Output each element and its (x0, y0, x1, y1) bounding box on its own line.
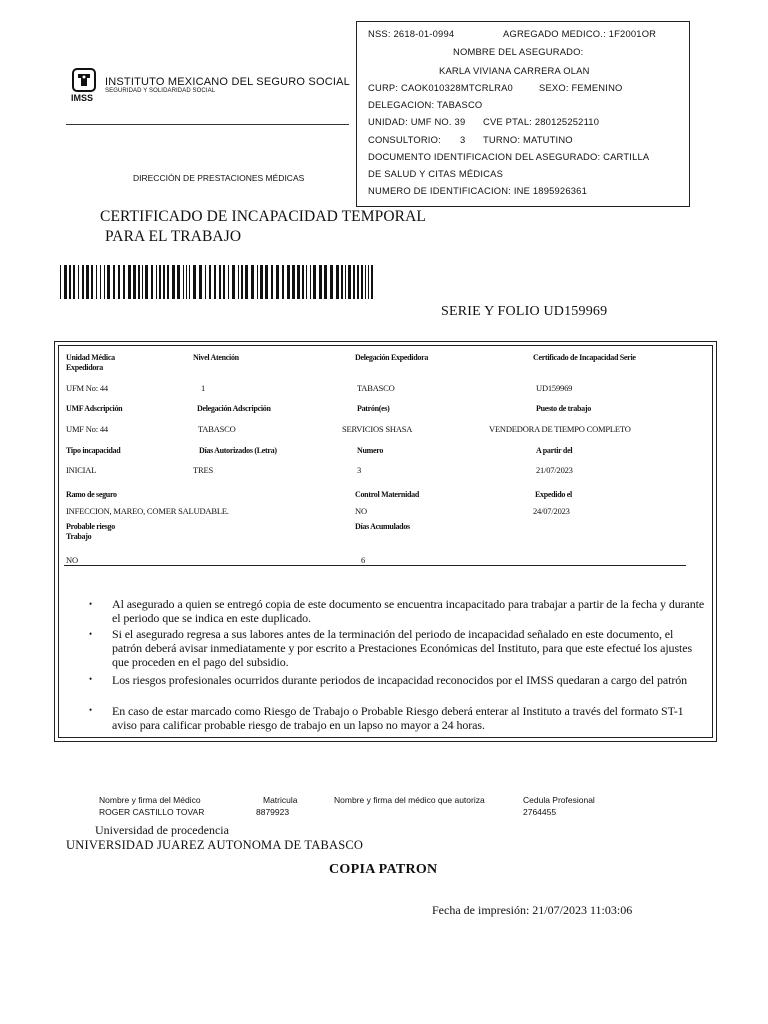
barcode-bar (257, 265, 258, 299)
medico-value: ROGER CASTILLO TOVAR (99, 807, 205, 817)
dias-acumulados-label: Días Acumulados (355, 522, 410, 531)
apartir-label: A partir del (536, 446, 573, 455)
barcode-bar (297, 265, 300, 299)
barcode-bar (276, 265, 279, 299)
barcode-bar (336, 265, 339, 299)
tipo-incapacidad-label: Tipo incapacidad (66, 446, 121, 455)
note-bullet: • (89, 705, 93, 715)
barcode-bar (228, 265, 229, 299)
barcode-bar (287, 265, 290, 299)
barcode-bar (348, 265, 351, 299)
umf-adscripcion-label: UMF Adscripción (66, 404, 123, 413)
consultorio-num: 3 (460, 134, 466, 145)
barcode-bar (357, 265, 359, 299)
expedido-value: 24/07/2023 (533, 506, 570, 516)
org-name: INSTITUTO MEXICANO DEL SEGURO SOCIAL (105, 76, 350, 88)
curp: CURP: CAOK010328MTCRLRA0 (368, 82, 513, 93)
barcode-bar (189, 265, 190, 299)
barcode-bar (118, 265, 120, 299)
barcode-bar (151, 265, 153, 299)
delegacion-expedidora-value: TABASCO (357, 383, 395, 393)
barcode-bar (86, 265, 89, 299)
barcode-bar (177, 265, 180, 299)
barcode-bar (238, 265, 239, 299)
barcode-bar (241, 265, 243, 299)
riesgo-trabajo-label: Probable riesgo Trabajo (66, 522, 115, 541)
consultorio: CONSULTORIO: (368, 134, 441, 145)
barcode-bar (271, 265, 273, 299)
nivel-atencion-label: Nivel Atención (193, 353, 239, 362)
nombre-asegurado: KARLA VIVIANA CARRERA OLAN (439, 65, 590, 76)
barcode-bar (232, 265, 235, 299)
barcode-bar (345, 265, 346, 299)
barcode-bar (353, 265, 355, 299)
barcode-bar (128, 265, 131, 299)
serie-folio: SERIE Y FOLIO UD159969 (441, 304, 608, 319)
barcode-bar (123, 265, 125, 299)
barcode-bar (167, 265, 169, 299)
barcode-bar (324, 265, 327, 299)
barcode-bar (91, 265, 93, 299)
barcode-bar (313, 265, 316, 299)
barcode-bar (145, 265, 148, 299)
barcode-bar (107, 265, 110, 299)
barcode-bar (245, 265, 248, 299)
numero-identificacion: NUMERO DE IDENTIFICACION: INE 1895926361 (368, 185, 588, 196)
barcode-icon (60, 265, 374, 299)
cedula-value: 2764455 (523, 807, 557, 817)
barcode-bar (199, 265, 202, 299)
note-bullet: • (89, 674, 93, 684)
barcode-bar (302, 265, 304, 299)
barcode-bar (60, 265, 61, 299)
delegacion: DELEGACION: TABASCO (368, 99, 483, 110)
barcode-bar (183, 265, 184, 299)
cve-ptal: CVE PTAL: 280125252110 (483, 116, 600, 127)
turno: TURNO: MATUTINO (483, 134, 573, 145)
note-bullet: • (89, 599, 93, 609)
table-divider (64, 565, 686, 566)
barcode-bar (159, 265, 161, 299)
imss-logo-icon (70, 68, 100, 104)
agregado-medico: AGREGADO MEDICO.: 1F2001OR (503, 28, 657, 39)
barcode-bar (341, 265, 343, 299)
matricula-label: Matricula (263, 795, 298, 805)
barcode-bar (330, 265, 333, 299)
barcode-bar (209, 265, 211, 299)
nombre-label: NOMBRE DEL ASEGURADO: (453, 46, 584, 57)
barcode-bar (156, 265, 157, 299)
expedido-label: Expedido el (535, 490, 572, 499)
unidad-medica-label: Unidad Médica Expedidora (66, 353, 115, 372)
dias-autorizados-label: Días Autorizados (Letra) (199, 446, 277, 455)
barcode-bar (193, 265, 196, 299)
barcode-bar (100, 265, 101, 299)
barcode-bar (306, 265, 307, 299)
control-maternidad-value: NO (355, 506, 367, 516)
fecha-impresion: Fecha de impresión: 21/07/2023 11:03:06 (432, 903, 633, 917)
barcode-bar (260, 265, 263, 299)
barcode-bar (265, 265, 268, 299)
control-maternidad-label: Control Maternidad (355, 490, 420, 499)
universidad-label: Universidad de procedencia (95, 823, 229, 837)
sexo: SEXO: FEMENINO (539, 82, 623, 93)
note-item: Los riesgos profesionales ocurridos durante periodos de incapacidad reconocidos por el IMSS quedaran a cargo del patrón (112, 673, 688, 687)
barcode-bar (138, 265, 140, 299)
barcode-bar (78, 265, 79, 299)
certificado-serie-label: Certificado de Incapacidad Serie (533, 353, 636, 362)
barcode-bar (186, 265, 187, 299)
barcode-bar (163, 265, 165, 299)
header-divider (66, 124, 349, 125)
delegacion-adscripcion-label: Delegación Adscripción (197, 404, 271, 413)
barcode-bar (361, 265, 363, 299)
universidad-value: UNIVERSIDAD JUAREZ AUTONOMA DE TABASCO (66, 838, 364, 852)
barcode-bar (133, 265, 136, 299)
note-bullet: • (89, 629, 93, 639)
note-item: En caso de estar marcado como Riesgo de Trabajo o Probable Riesgo deberá enterar al Instituto a través del formato ST-1 aviso para calificar probable riesgo de trabajo en un lapso no mayor a 24 horas. (112, 704, 684, 732)
documento-id-1: DOCUMENTO IDENTIFICACION DEL ASEGURADO: CARTILLA (368, 151, 650, 162)
barcode-bar (251, 265, 254, 299)
barcode-bar (205, 265, 206, 299)
document-title-line1: CERTIFICADO DE INCAPACIDAD TEMPORAL (100, 208, 426, 225)
umf-adscripcion-value: UMF No: 44 (66, 424, 108, 434)
patron-label: Patrón(es) (357, 404, 390, 413)
barcode-bar (368, 265, 369, 299)
barcode-bar (82, 265, 84, 299)
barcode-bar (371, 265, 373, 299)
barcode-bar (142, 265, 143, 299)
copia-patron: COPIA PATRON (329, 862, 438, 877)
dias-acumulados-value: 6 (361, 555, 366, 565)
barcode-bar (73, 265, 75, 299)
matricula-value: 8879923 (256, 807, 290, 817)
barcode-bar (69, 265, 71, 299)
document-title-line2: PARA EL TRABAJO (105, 228, 242, 245)
unidad-medica-value: UFM No: 44 (66, 383, 108, 393)
documento-id-2: DE SALUD Y CITAS MÉDICAS (368, 168, 504, 179)
direction-label: DIRECCIÓN DE PRESTACIONES MÉDICAS (133, 173, 305, 183)
puesto-value: VENDEDORA DE TIEMPO COMPLETO (489, 424, 631, 434)
insured-info-box (356, 21, 690, 207)
barcode-bar (96, 265, 97, 299)
cedula-label: Cedula Profesional (523, 795, 595, 805)
barcode-bar (64, 265, 67, 299)
numero-label: Numero (357, 446, 384, 455)
barcode-bar (292, 265, 295, 299)
ramo-seguro-value: INFECCION, MAREO, COMER SALUDABLE. (66, 506, 229, 516)
tipo-incapacidad-value: INICIAL (66, 465, 97, 475)
apartir-value: 21/07/2023 (536, 465, 573, 475)
note-item: Si el asegurado regresa a sus labores antes de la terminación del periodo de incapacidad señalado en este documento, el patrón deberá avisar inmediatamente y por escrito a Prestaciones Económicas del Instituto, para que este efectué los ajustes que proceden en el pago del subsidio. (112, 627, 693, 669)
barcode-bar (223, 265, 225, 299)
unidad: UNIDAD: UMF NO. 39 (368, 116, 466, 127)
barcode-bar (310, 265, 311, 299)
certificado-serie-value: UD159969 (536, 383, 573, 393)
barcode-bar (214, 265, 216, 299)
nivel-atencion-value: 1 (201, 383, 206, 393)
barcode-bar (282, 265, 284, 299)
barcode-bar (172, 265, 175, 299)
logo-text: IMSS (71, 93, 94, 103)
barcode-bar (319, 265, 322, 299)
note-item: Al asegurado a quien se entregó copia de este documento se encuentra incapacitado para trabajar a partir de la fecha y durante el periodo que se indica en este duplicado. (112, 597, 705, 625)
barcode-bar (219, 265, 221, 299)
barcode-bar (104, 265, 105, 299)
barcode-bar (113, 265, 115, 299)
delegacion-expedidora-label: Delegación Expedidora (355, 353, 429, 362)
numero-value: 3 (357, 465, 362, 475)
nss: NSS: 2618-01-0994 (368, 28, 455, 39)
barcode-bar (365, 265, 366, 299)
patron-value: SERVICIOS SHASA (342, 424, 413, 434)
puesto-label: Puesto de trabajo (536, 404, 591, 413)
dias-autorizados-value: TRES (193, 465, 213, 475)
ramo-seguro-label: Ramo de seguro (66, 490, 117, 499)
delegacion-adscripcion-value: TABASCO (198, 424, 236, 434)
medico-autoriza-label: Nombre y firma del médico que autoriza (334, 795, 485, 805)
org-tagline: SEGURIDAD Y SOLIDARIDAD SOCIAL (105, 88, 216, 94)
riesgo-trabajo-value: NO (66, 555, 78, 565)
medico-label: Nombre y firma del Médico (99, 795, 201, 805)
